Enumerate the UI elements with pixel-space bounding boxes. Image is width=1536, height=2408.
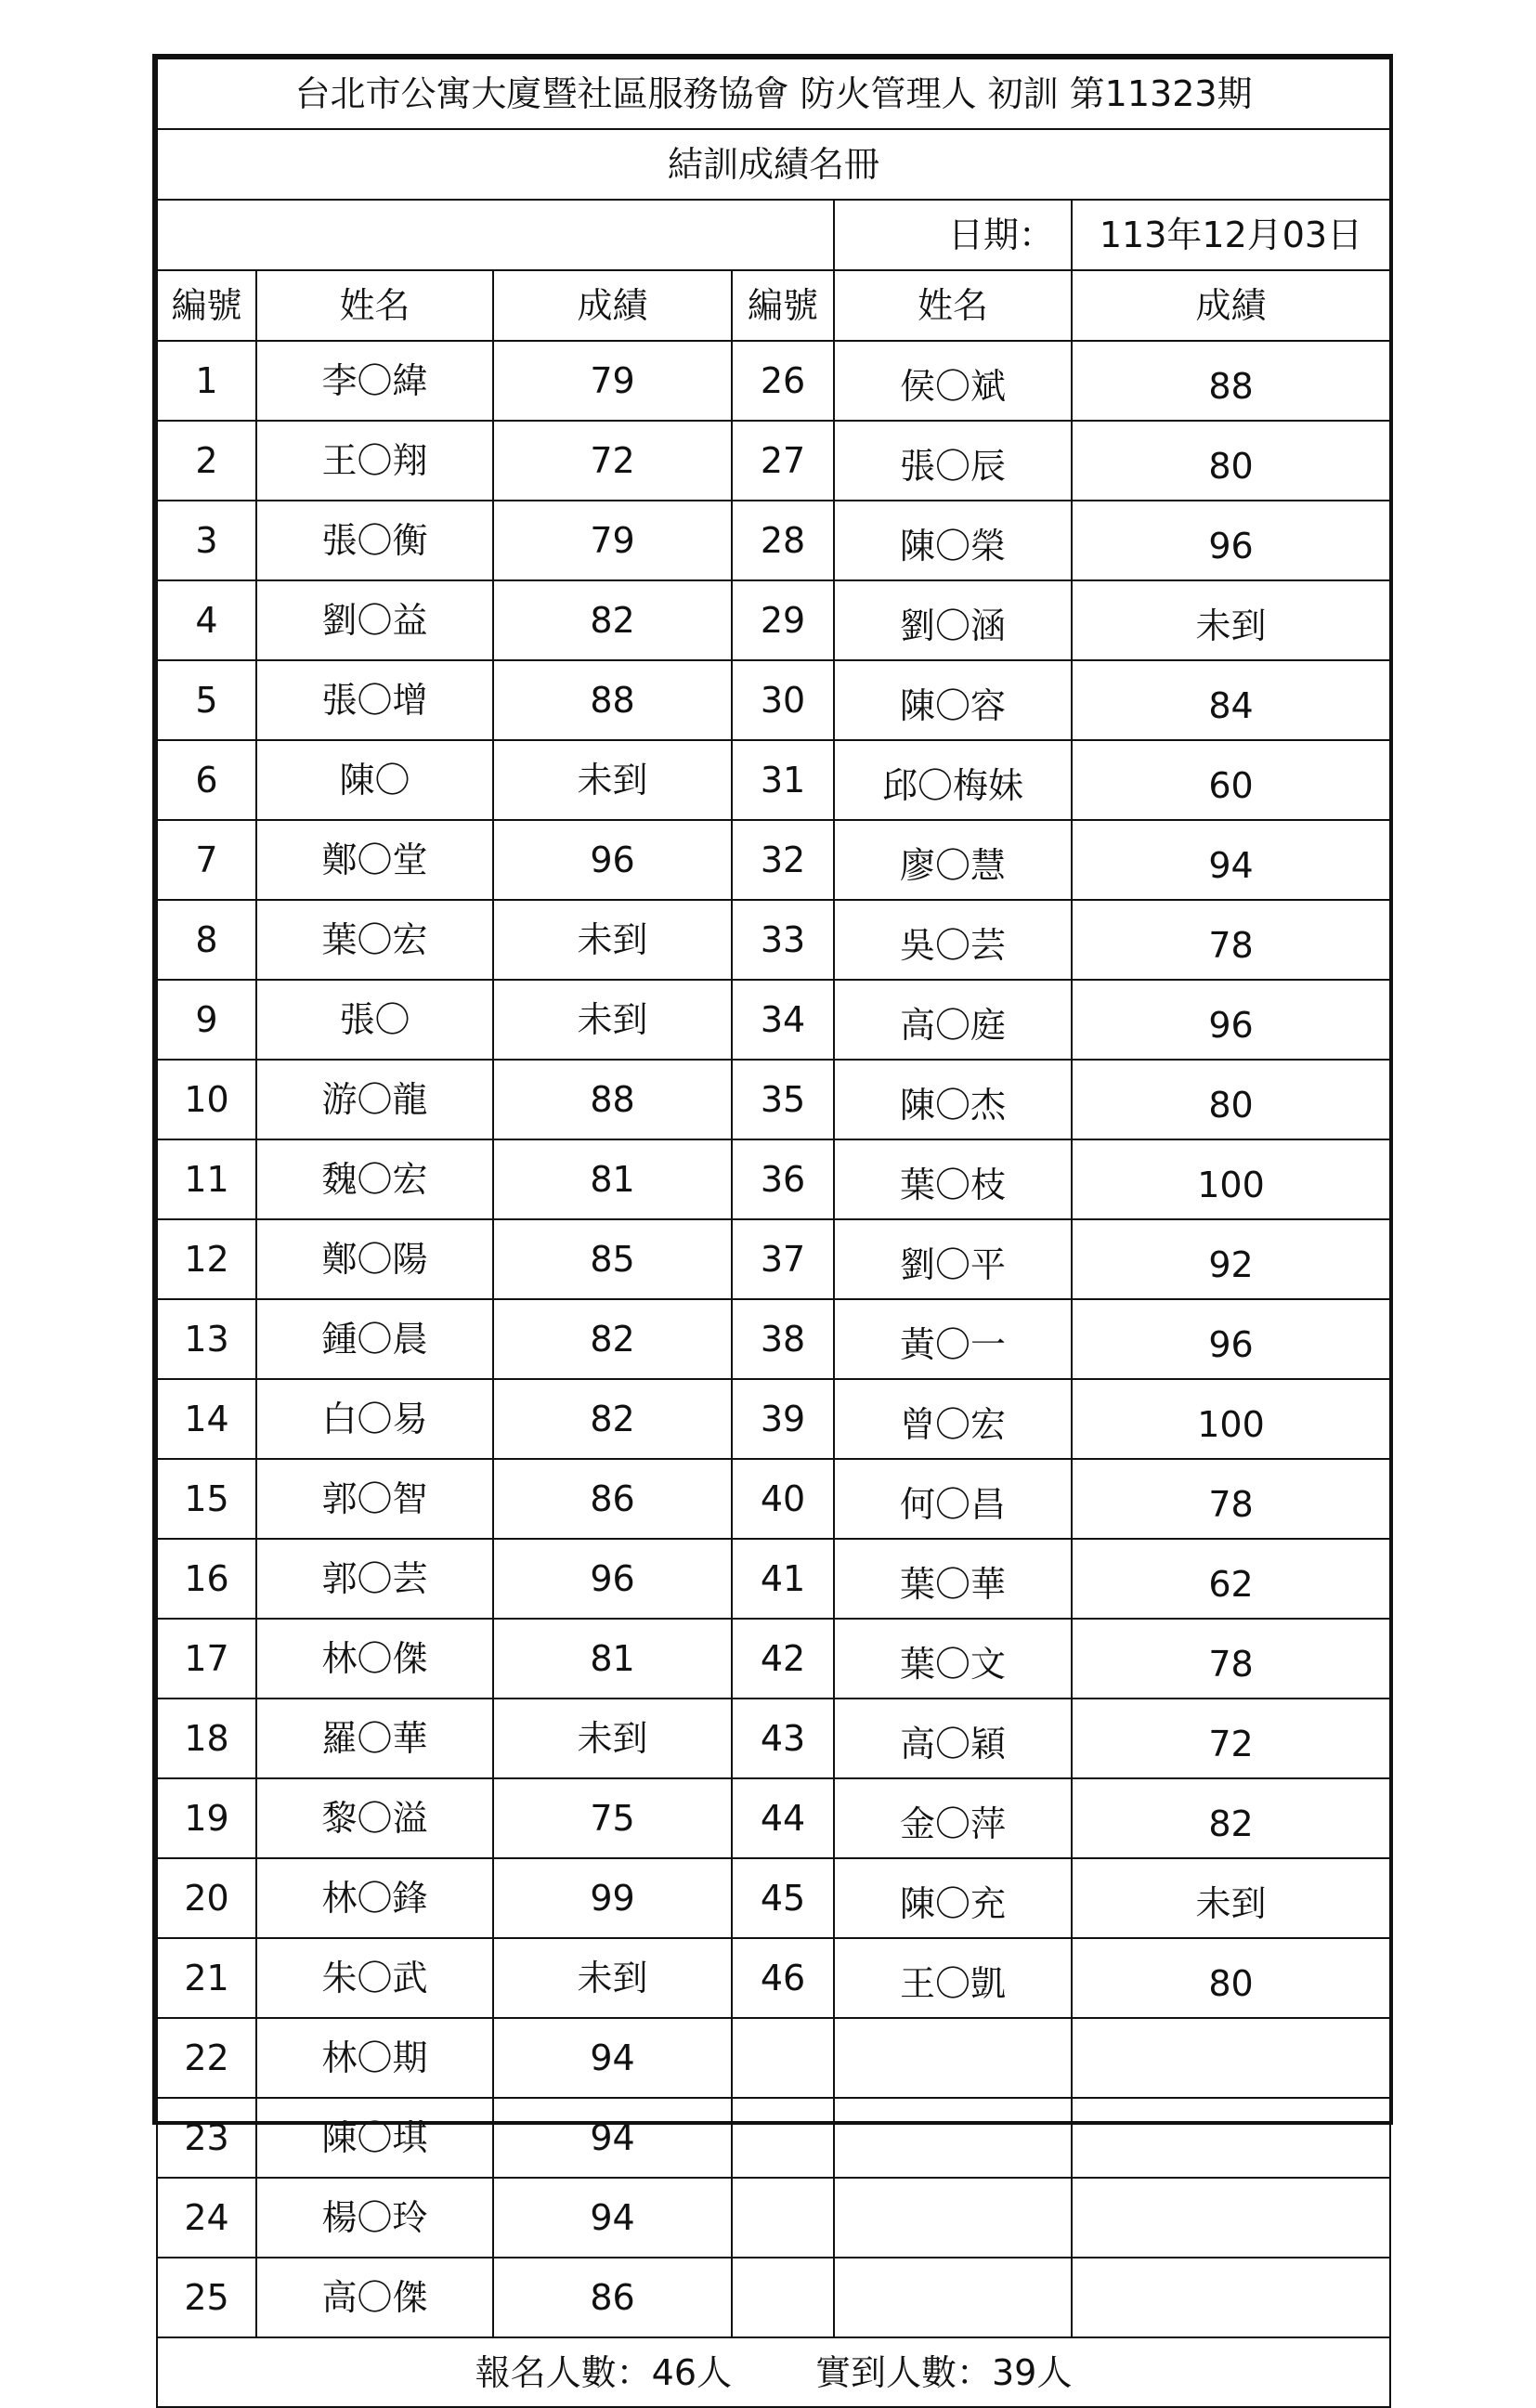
blank-header-cell [157,200,834,270]
table-row [157,1619,1390,1699]
right-score-cell: 未到 [1072,1858,1390,1938]
right-no-cell: 30 [732,660,834,740]
column-header-score-left: 成績 [493,270,732,341]
left-name-cell: 張〇增 [256,660,493,740]
right-score-cell: 60 [1072,740,1390,820]
left-name-cell: 王〇翔 [256,421,493,501]
left-name-cell: 高〇傑 [256,2258,493,2337]
right-name-cell: 劉〇涵 [834,580,1072,660]
left-no-cell: 5 [157,660,256,740]
right-no-cell: 39 [732,1379,834,1459]
left-no-cell: 17 [157,1619,256,1699]
score-roster-table [156,58,1391,2408]
left-name-cell: 林〇鋒 [256,1858,493,1938]
right-name-cell: 葉〇華 [834,1539,1072,1619]
attended-count: 實到人數：39人 [815,2351,1073,2393]
left-no-cell: 12 [157,1219,256,1299]
left-score-cell: 96 [493,820,732,900]
left-no-cell: 20 [157,1858,256,1938]
left-score-cell: 79 [493,501,732,580]
column-header-no-left: 編號 [157,270,256,341]
right-score-cell: 80 [1072,1938,1390,2018]
left-score-cell: 未到 [493,980,732,1060]
right-score-cell: 96 [1072,1299,1390,1379]
left-no-cell: 18 [157,1699,256,1778]
left-name-cell: 郭〇芸 [256,1539,493,1619]
right-no-cell: 26 [732,341,834,421]
right-score-cell: 94 [1072,820,1390,900]
left-name-cell: 白〇易 [256,1379,493,1459]
left-name-cell: 葉〇宏 [256,900,493,980]
registered-count: 報名人數：46人 [475,2351,732,2393]
right-score-cell: 未到 [1072,580,1390,660]
right-name-cell: 張〇辰 [834,421,1072,501]
left-no-cell: 2 [157,421,256,501]
table-row [157,1379,1390,1459]
right-no-cell [732,2178,834,2258]
left-score-cell: 81 [493,1619,732,1699]
right-no-cell [732,2258,834,2337]
left-name-cell: 鍾〇晨 [256,1299,493,1379]
left-name-cell: 張〇衡 [256,501,493,580]
right-no-cell: 46 [732,1938,834,2018]
left-no-cell: 16 [157,1539,256,1619]
left-no-cell: 21 [157,1938,256,2018]
right-score-cell [1072,2018,1390,2098]
right-name-cell: 陳〇容 [834,660,1072,740]
right-score-cell: 96 [1072,980,1390,1060]
left-no-cell: 13 [157,1299,256,1379]
left-score-cell: 94 [493,2018,732,2098]
left-name-cell: 陳〇琪 [256,2098,493,2178]
table-row [157,1299,1390,1379]
right-score-cell [1072,2258,1390,2337]
left-no-cell: 9 [157,980,256,1060]
column-header-no-right: 編號 [732,270,834,341]
right-no-cell: 42 [732,1619,834,1699]
left-no-cell: 11 [157,1139,256,1219]
left-name-cell: 鄭〇堂 [256,820,493,900]
right-no-cell: 32 [732,820,834,900]
table-row [157,2018,1390,2098]
left-name-cell: 郭〇智 [256,1459,493,1539]
right-name-cell [834,2258,1072,2337]
right-score-cell: 92 [1072,1219,1390,1299]
table-row [157,341,1390,421]
right-name-cell: 高〇穎 [834,1699,1072,1778]
left-no-cell: 15 [157,1459,256,1539]
table-row [157,2178,1390,2258]
left-no-cell: 3 [157,501,256,580]
left-score-cell: 82 [493,1379,732,1459]
table-row [157,740,1390,820]
column-header-name-right: 姓名 [834,270,1072,341]
left-score-cell: 75 [493,1778,732,1858]
right-name-cell: 高〇庭 [834,980,1072,1060]
table-row [157,1060,1390,1139]
left-no-cell: 7 [157,820,256,900]
right-score-cell [1072,2178,1390,2258]
table-row [157,1699,1390,1778]
table-row [157,2258,1390,2337]
table-row [157,820,1390,900]
table-row [157,1219,1390,1299]
right-name-cell: 金〇萍 [834,1778,1072,1858]
table-row [157,900,1390,980]
left-name-cell: 劉〇益 [256,580,493,660]
column-header-name-left: 姓名 [256,270,493,341]
right-name-cell [834,2018,1072,2098]
left-name-cell: 羅〇華 [256,1699,493,1778]
left-score-cell: 82 [493,1299,732,1379]
right-score-cell: 78 [1072,900,1390,980]
left-name-cell: 鄭〇陽 [256,1219,493,1299]
right-name-cell [834,2178,1072,2258]
right-no-cell: 38 [732,1299,834,1379]
left-name-cell: 林〇期 [256,2018,493,2098]
left-name-cell: 楊〇玲 [256,2178,493,2258]
left-score-cell: 94 [493,2098,732,2178]
table-row [157,580,1390,660]
left-name-cell: 黎〇溢 [256,1778,493,1858]
right-name-cell [834,2098,1072,2178]
left-score-cell: 82 [493,580,732,660]
left-score-cell: 79 [493,341,732,421]
right-name-cell: 何〇昌 [834,1459,1072,1539]
right-score-cell: 84 [1072,660,1390,740]
right-score-cell: 72 [1072,1699,1390,1778]
left-no-cell: 19 [157,1778,256,1858]
table-row [157,1778,1390,1858]
right-no-cell: 41 [732,1539,834,1619]
table-row [157,980,1390,1060]
column-header-score-right: 成績 [1072,270,1390,341]
right-no-cell: 43 [732,1699,834,1778]
right-no-cell: 31 [732,740,834,820]
left-no-cell: 14 [157,1379,256,1459]
table-row [157,1539,1390,1619]
right-score-cell: 80 [1072,1060,1390,1139]
left-score-cell: 86 [493,1459,732,1539]
right-no-cell: 45 [732,1858,834,1938]
left-score-cell: 88 [493,1060,732,1139]
right-name-cell: 陳〇杰 [834,1060,1072,1139]
left-no-cell: 6 [157,740,256,820]
left-name-cell: 朱〇武 [256,1938,493,2018]
table-row [157,660,1390,740]
left-no-cell: 24 [157,2178,256,2258]
right-name-cell: 黃〇一 [834,1299,1072,1379]
right-no-cell: 40 [732,1459,834,1539]
left-score-cell: 未到 [493,1699,732,1778]
left-score-cell: 未到 [493,740,732,820]
left-name-cell: 魏〇宏 [256,1139,493,1219]
right-no-cell: 35 [732,1060,834,1139]
left-score-cell: 86 [493,2258,732,2337]
right-name-cell: 邱〇梅妹 [834,740,1072,820]
right-no-cell: 37 [732,1219,834,1299]
left-score-cell: 未到 [493,900,732,980]
document-subtitle: 結訓成績名冊 [157,129,1390,200]
left-no-cell: 25 [157,2258,256,2337]
right-score-cell [1072,2098,1390,2178]
left-score-cell: 未到 [493,1938,732,2018]
table-row [157,1858,1390,1938]
right-score-cell: 96 [1072,501,1390,580]
right-name-cell: 吳〇芸 [834,900,1072,980]
date-value: 113年12月03日 [1072,200,1390,270]
table-row [157,1139,1390,1219]
date-label: 日期： [834,200,1072,270]
left-score-cell: 88 [493,660,732,740]
right-score-cell: 100 [1072,1379,1390,1459]
right-name-cell: 葉〇文 [834,1619,1072,1699]
left-no-cell: 4 [157,580,256,660]
right-score-cell: 82 [1072,1778,1390,1858]
left-score-cell: 85 [493,1219,732,1299]
left-name-cell: 游〇龍 [256,1060,493,1139]
left-score-cell: 72 [493,421,732,501]
right-name-cell: 陳〇充 [834,1858,1072,1938]
attendance-summary [157,2337,1390,2407]
left-no-cell: 8 [157,900,256,980]
right-score-cell: 62 [1072,1539,1390,1619]
right-name-cell: 廖〇慧 [834,820,1072,900]
left-score-cell: 81 [493,1139,732,1219]
right-score-cell: 78 [1072,1459,1390,1539]
right-score-cell: 80 [1072,421,1390,501]
left-no-cell: 1 [157,341,256,421]
left-no-cell: 22 [157,2018,256,2098]
right-no-cell: 33 [732,900,834,980]
table-row [157,1459,1390,1539]
left-no-cell: 23 [157,2098,256,2178]
table-row [157,421,1390,501]
left-name-cell: 陳〇 [256,740,493,820]
left-name-cell: 林〇傑 [256,1619,493,1699]
right-no-cell [732,2018,834,2098]
left-score-cell: 99 [493,1858,732,1938]
right-no-cell: 28 [732,501,834,580]
table-row [157,2098,1390,2178]
right-no-cell: 34 [732,980,834,1060]
left-score-cell: 94 [493,2178,732,2258]
score-roster-sheet [152,54,1393,2393]
left-score-cell: 96 [493,1539,732,1619]
right-no-cell [732,2098,834,2178]
right-no-cell: 44 [732,1778,834,1858]
right-name-cell: 王〇凱 [834,1938,1072,2018]
right-score-cell: 88 [1072,341,1390,421]
left-name-cell: 張〇 [256,980,493,1060]
right-name-cell: 葉〇枝 [834,1139,1072,1219]
left-no-cell: 10 [157,1060,256,1139]
right-score-cell: 100 [1072,1139,1390,1219]
right-name-cell: 劉〇平 [834,1219,1072,1299]
table-row [157,1938,1390,2018]
table-row [157,501,1390,580]
right-name-cell: 侯〇斌 [834,341,1072,421]
right-name-cell: 陳〇榮 [834,501,1072,580]
right-no-cell: 29 [732,580,834,660]
right-name-cell: 曾〇宏 [834,1379,1072,1459]
right-score-cell: 78 [1072,1619,1390,1699]
left-name-cell: 李〇緯 [256,341,493,421]
right-no-cell: 27 [732,421,834,501]
document-title: 台北市公寓大廈暨社區服務協會 防火管理人 初訓 第11323期 [157,59,1390,129]
right-no-cell: 36 [732,1139,834,1219]
